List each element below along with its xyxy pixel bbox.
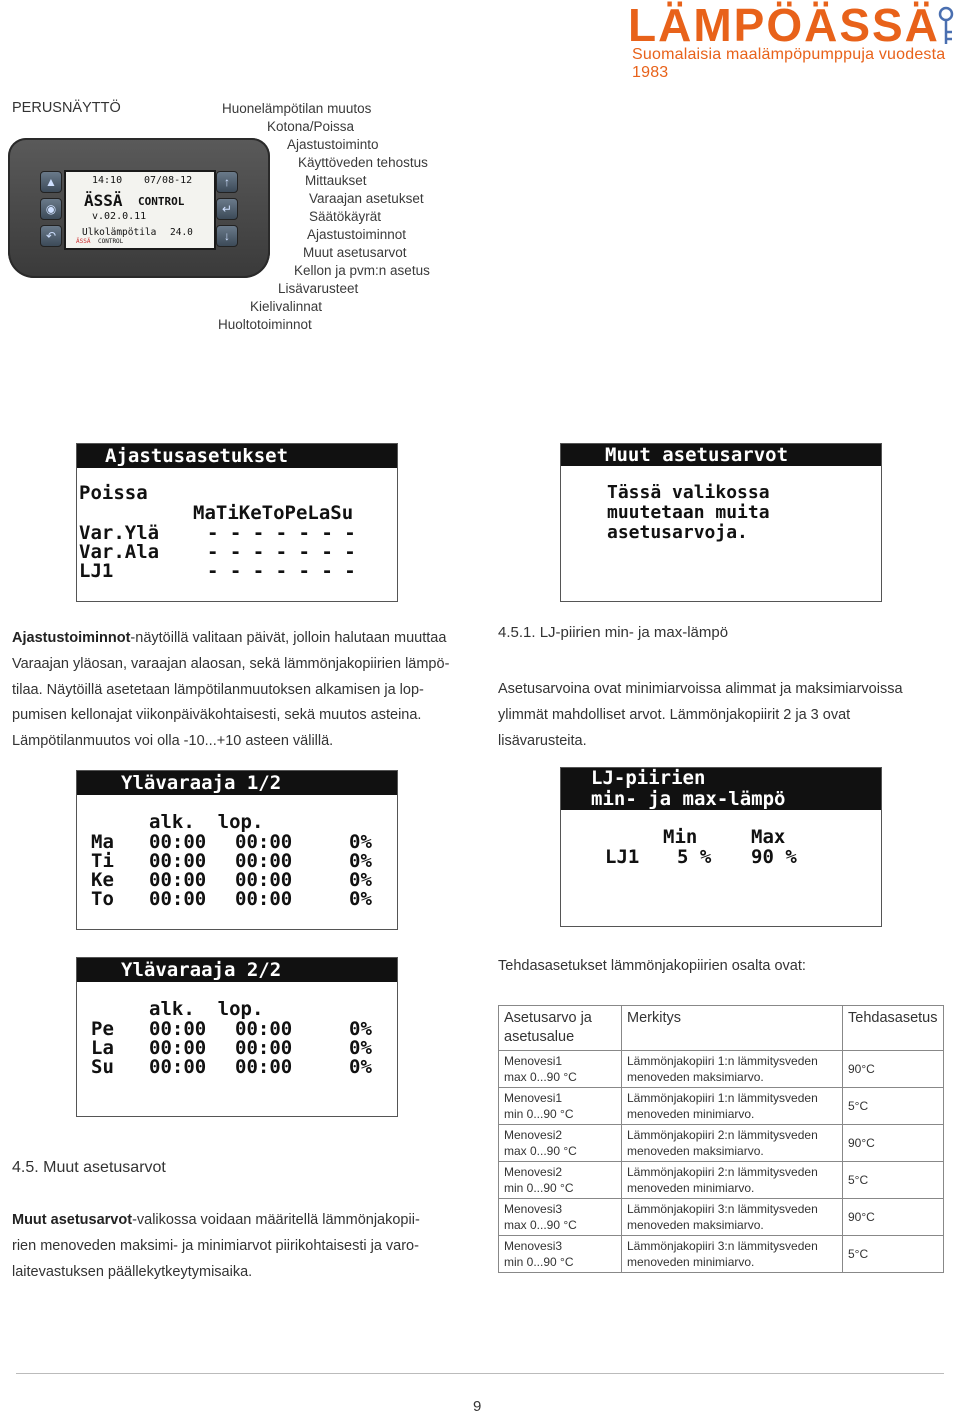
lcd-day: Ke bbox=[91, 869, 114, 891]
table-cell-param: Menovesi1 min 0...90 °C bbox=[499, 1088, 622, 1125]
lcd-line: Tässä valikossa bbox=[607, 482, 770, 503]
lcd-title-2: min- ja max-lämpö bbox=[591, 788, 786, 810]
device-version: v.02.0.11 bbox=[92, 211, 147, 222]
menu-item: Varaajan asetukset bbox=[309, 191, 424, 206]
table-header-row bbox=[499, 1006, 944, 1051]
lcd-start: 00:00 bbox=[149, 1037, 207, 1059]
table-cell-desc: Lämmönjakopiiri 2:n lämmitysveden menoveden maksimiarvo. bbox=[622, 1125, 843, 1162]
device-footer-control: CONTROL bbox=[98, 238, 124, 245]
lcd-marks: - - - - - - - bbox=[207, 560, 356, 582]
menu-item: Ajastustoiminnot bbox=[307, 227, 407, 242]
other-para-line: laitevastuksen päällekytkeytymisaika. bbox=[12, 1263, 253, 1280]
lcd-title: Ajastusasetukset bbox=[77, 444, 397, 468]
table-header: Tehdasasetus bbox=[843, 1006, 944, 1051]
timing-para-line: pumisen kellonajat viikonpäiväkohtaisesti, sekä muutos asteina. bbox=[12, 707, 422, 724]
other-para-bold: Muut asetusarvot bbox=[12, 1212, 133, 1228]
lcd-upper-tank-2 bbox=[76, 957, 398, 1117]
table-row bbox=[499, 1088, 944, 1125]
lcd-start: 00:00 bbox=[149, 888, 207, 910]
table-cell-param: Menovesi1 max 0...90 °C bbox=[499, 1051, 622, 1088]
lcd-end: 00:00 bbox=[235, 1056, 293, 1078]
device-date: 07/08-12 bbox=[144, 175, 193, 186]
lcd-col-max: Max bbox=[751, 826, 786, 848]
menu-item: Lisävarusteet bbox=[278, 281, 359, 296]
lcd-other-settings bbox=[560, 443, 882, 602]
lcd-start: 00:00 bbox=[149, 831, 207, 853]
lcd-upper-tank-1 bbox=[76, 770, 398, 930]
other-paragraph bbox=[12, 1208, 458, 1285]
table-cell-param: Menovesi2 max 0...90 °C bbox=[499, 1125, 622, 1162]
table-cell-value: 5°C bbox=[843, 1236, 944, 1273]
lcd-title: Muut asetusarvot bbox=[561, 444, 881, 466]
lcd-end: 00:00 bbox=[235, 850, 293, 872]
lcd-start: 00:00 bbox=[149, 869, 207, 891]
other-heading: 4.5. Muut asetusarvot bbox=[12, 1159, 166, 1176]
device-reading-value: 24.0 bbox=[170, 227, 193, 238]
lcd-title: LJ-piirien bbox=[591, 767, 706, 789]
table-cell-desc: Lämmönjakopiiri 1:n lämmitysveden menoveden maksimiarvo. bbox=[622, 1051, 843, 1088]
lcd-title-block bbox=[561, 768, 881, 810]
lcd-start: 00:00 bbox=[149, 850, 207, 872]
table-row bbox=[499, 1162, 944, 1199]
timing-para-line: -näytöillä valitaan päivät, jolloin halutaan muuttaa bbox=[130, 630, 447, 646]
lcd-line: Var.Ala bbox=[79, 541, 160, 563]
factory-heading: Tehdasasetukset lämmönjakopiirien osalta ovat: bbox=[498, 958, 806, 974]
key-icon bbox=[936, 6, 956, 46]
timing-para-bold: Ajastustoiminnot bbox=[12, 630, 131, 646]
brand-logo: LÄMPÖÄSSÄ bbox=[628, 0, 940, 51]
lj-para-line: ylimmät mahdolliset arvot. Lämmönjakopiirit 2 ja 3 ovat bbox=[498, 706, 851, 723]
lcd-pct: 0% bbox=[349, 850, 372, 872]
table-cell-param: Menovesi3 max 0...90 °C bbox=[499, 1199, 622, 1236]
factory-settings-table bbox=[498, 1005, 944, 1273]
device-time: 14:10 bbox=[92, 175, 123, 186]
lcd-pct: 0% bbox=[349, 1018, 372, 1040]
timing-para-line: Varaajan yläosan, varaajan alaosan, sekä lämmönjakopiirien lämpö- bbox=[12, 655, 450, 672]
table-row bbox=[499, 1199, 944, 1236]
lcd-marks: - - - - - - - bbox=[207, 541, 356, 563]
device-reading-label: Ulkolämpötila bbox=[82, 227, 157, 238]
table-cell-value: 5°C bbox=[843, 1162, 944, 1199]
device-logo: ÄSSÄ bbox=[84, 191, 123, 210]
lcd-max-value: 90 % bbox=[751, 846, 797, 868]
lcd-min-value: 5 % bbox=[677, 846, 712, 868]
lcd-day: Ti bbox=[91, 850, 114, 872]
basic-screen-label: PERUSNÄYTTÖ bbox=[12, 100, 121, 116]
table-header: Asetusarvo ja asetusalue bbox=[499, 1006, 622, 1051]
menu-item: Huoltotoiminnot bbox=[218, 317, 312, 332]
table-cell-param: Menovesi3 min 0...90 °C bbox=[499, 1236, 622, 1273]
lcd-days: MaTiKeToPeLaSu bbox=[193, 502, 354, 524]
lcd-day: Ma bbox=[91, 831, 114, 853]
table-cell-value: 90°C bbox=[843, 1051, 944, 1088]
lcd-pct: 0% bbox=[349, 869, 372, 891]
lj-heading: 4.5.1. LJ-piirien min- ja max-lämpö bbox=[498, 624, 729, 641]
table-cell-value: 5°C bbox=[843, 1088, 944, 1125]
down-button[interactable]: ↓ bbox=[216, 225, 238, 247]
lcd-header: alk. lop. bbox=[149, 811, 264, 833]
menu-item: Säätökäyrät bbox=[309, 209, 382, 224]
lj-paragraph bbox=[498, 677, 944, 754]
device-logo-control: CONTROL bbox=[138, 195, 185, 208]
menu-item: Kielivalinnat bbox=[250, 299, 323, 314]
lcd-end: 00:00 bbox=[235, 888, 293, 910]
lcd-pct: 0% bbox=[349, 1056, 372, 1078]
enter-button[interactable]: ↵ bbox=[216, 198, 238, 220]
lcd-pct: 0% bbox=[349, 831, 372, 853]
lcd-row-label: LJ1 bbox=[605, 846, 640, 868]
lcd-timing-settings bbox=[76, 443, 398, 602]
lcd-start: 00:00 bbox=[149, 1056, 207, 1078]
lj-para-line: Asetusarvoina ovat minimiarvoissa alimmat ja maksimiarvoissa bbox=[498, 681, 903, 697]
menu-item: Ajastustoiminto bbox=[287, 137, 379, 152]
up-button[interactable]: ↑ bbox=[216, 171, 238, 193]
lcd-line: Poissa bbox=[79, 482, 148, 504]
lcd-pct: 0% bbox=[349, 1037, 372, 1059]
menu-item: Huonelämpötilan muutos bbox=[222, 101, 372, 116]
table-cell-desc: Lämmönjakopiiri 1:n lämmitysveden menoveden minimiarvo. bbox=[622, 1088, 843, 1125]
lj-para-line: lisävarusteita. bbox=[498, 732, 587, 749]
table-row bbox=[499, 1125, 944, 1162]
lcd-col-min: Min bbox=[663, 826, 698, 848]
back-button[interactable]: ↶ bbox=[40, 225, 62, 247]
lcd-end: 00:00 bbox=[235, 869, 293, 891]
table-cell-value: 90°C bbox=[843, 1199, 944, 1236]
menu-item: Muut asetusarvot bbox=[303, 245, 407, 260]
table-row bbox=[499, 1236, 944, 1273]
lcd-title: Ylävaraaja 1/2 bbox=[77, 771, 397, 795]
lcd-line: Var.Ylä bbox=[79, 522, 160, 544]
page-number: 9 bbox=[473, 1398, 482, 1415]
table-cell-param: Menovesi2 min 0...90 °C bbox=[499, 1162, 622, 1199]
table-cell-desc: Lämmönjakopiiri 2:n lämmitysveden menoveden minimiarvo. bbox=[622, 1162, 843, 1199]
table-cell-desc: Lämmönjakopiiri 3:n lämmitysveden menoveden maksimiarvo. bbox=[622, 1199, 843, 1236]
timing-para-line: Lämpötilanmuutos voi olla -10...+10 asteen välillä. bbox=[12, 733, 334, 750]
device-screen bbox=[64, 170, 216, 250]
footer-divider bbox=[16, 1373, 944, 1374]
lcd-marks: - - - - - - - bbox=[207, 522, 356, 544]
table-cell-desc: Lämmönjakopiiri 3:n lämmitysveden menoveden minimiarvo. bbox=[622, 1236, 843, 1273]
lcd-line: asetusarvoja. bbox=[607, 522, 748, 543]
table-header: Merkitys bbox=[622, 1006, 843, 1051]
lcd-day: Pe bbox=[91, 1018, 114, 1040]
lcd-title: Ylävaraaja 2/2 bbox=[77, 958, 397, 982]
lcd-pct: 0% bbox=[349, 888, 372, 910]
lcd-header: alk. lop. bbox=[149, 998, 264, 1020]
lcd-start: 00:00 bbox=[149, 1018, 207, 1040]
menu-item: Kotona/Poissa bbox=[267, 119, 355, 134]
lcd-line: LJ1 bbox=[79, 560, 114, 582]
brand-tagline: Suomalaisia maalämpöpumppuja vuodesta 1983 bbox=[632, 46, 946, 81]
lcd-end: 00:00 bbox=[235, 831, 293, 853]
timing-paragraph bbox=[12, 626, 458, 755]
menu-item: Käyttöveden tehostus bbox=[298, 155, 428, 170]
menu-button[interactable]: ◉ bbox=[40, 198, 62, 220]
table-row bbox=[499, 1051, 944, 1088]
alarm-button[interactable]: ▲ bbox=[40, 171, 62, 193]
menu-item: Mittaukset bbox=[305, 173, 367, 188]
lcd-end: 00:00 bbox=[235, 1037, 293, 1059]
menu-item: Kellon ja pvm:n asetus bbox=[294, 263, 430, 278]
lcd-day: To bbox=[91, 888, 114, 910]
lcd-end: 00:00 bbox=[235, 1018, 293, 1040]
other-para-line: rien menoveden maksimi- ja minimiarvot piirikohtaisesti ja varo- bbox=[12, 1237, 419, 1254]
table-cell-value: 90°C bbox=[843, 1125, 944, 1162]
lcd-lj-circuits bbox=[560, 767, 882, 927]
device-footer-logo: ÄSSÄ bbox=[76, 238, 91, 245]
lcd-day: Su bbox=[91, 1056, 114, 1078]
other-para-line: -valikossa voidaan määritellä lämmönjakopii- bbox=[132, 1212, 420, 1228]
timing-para-line: tilaa. Näytöillä asetetaan lämpötilanmuutoksen alkamisen ja lop- bbox=[12, 681, 424, 698]
lcd-day: La bbox=[91, 1037, 114, 1059]
lcd-line: muutetaan muita bbox=[607, 502, 770, 523]
